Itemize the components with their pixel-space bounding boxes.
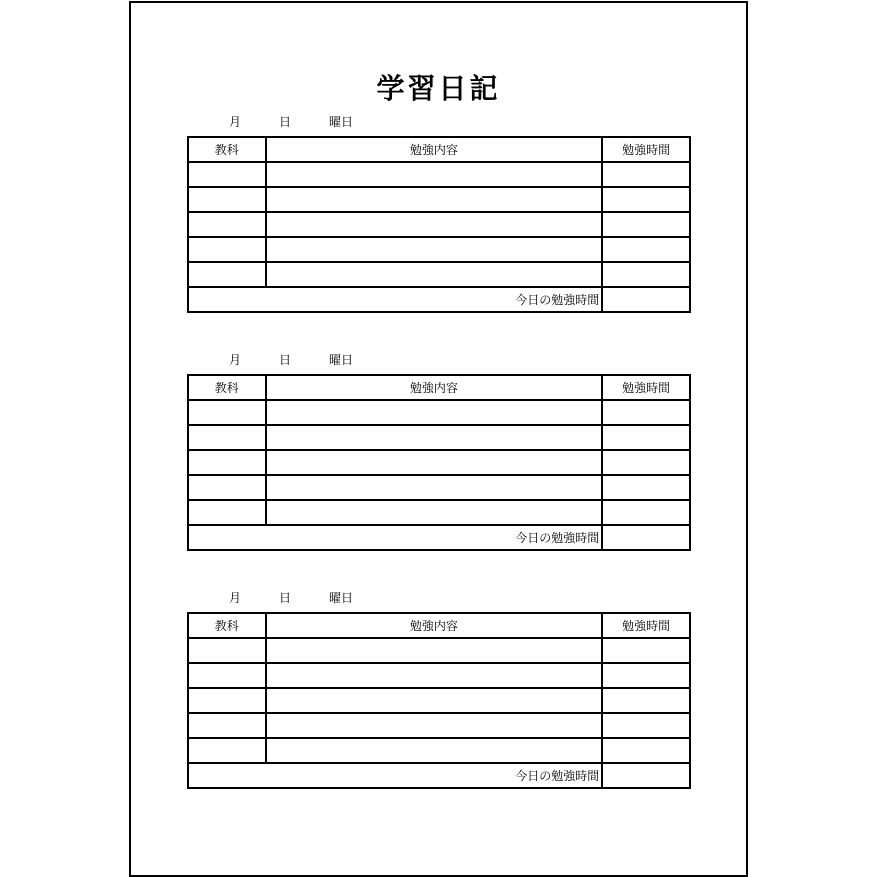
time-cell[interactable] <box>602 688 690 713</box>
table-row <box>188 212 690 237</box>
subject-cell[interactable] <box>188 638 266 663</box>
table-row <box>188 663 690 688</box>
study-table-3 <box>187 612 691 789</box>
day-label: 日 <box>279 591 292 605</box>
study-table-2 <box>187 374 691 551</box>
subject-cell[interactable] <box>188 425 266 450</box>
time-cell[interactable] <box>602 638 690 663</box>
day-label: 日 <box>279 353 292 367</box>
weekday-label: 曜日 <box>329 115 354 129</box>
time-header: 勉強時間 <box>602 375 690 400</box>
time-cell[interactable] <box>602 237 690 262</box>
content-cell[interactable] <box>266 262 603 287</box>
subject-cell[interactable] <box>188 237 266 262</box>
table-row <box>188 688 690 713</box>
table-row <box>188 500 690 525</box>
table-row <box>188 262 690 287</box>
time-cell[interactable] <box>602 738 690 763</box>
content-cell[interactable] <box>266 500 603 525</box>
subject-cell[interactable] <box>188 500 266 525</box>
time-cell[interactable] <box>602 475 690 500</box>
content-cell[interactable] <box>266 663 603 688</box>
total-time-label: 今日の勉強時間 <box>188 287 602 312</box>
content-cell[interactable] <box>266 688 603 713</box>
content-cell[interactable] <box>266 450 603 475</box>
subject-cell[interactable] <box>188 262 266 287</box>
subject-cell[interactable] <box>188 400 266 425</box>
table-row <box>188 187 690 212</box>
time-cell[interactable] <box>602 450 690 475</box>
table-header-row <box>188 137 690 162</box>
total-time-label: 今日の勉強時間 <box>188 763 602 788</box>
total-time-cell[interactable] <box>602 287 690 312</box>
time-header: 勉強時間 <box>602 613 690 638</box>
weekday-label: 曜日 <box>329 591 354 605</box>
table-row <box>188 400 690 425</box>
total-row <box>188 763 690 788</box>
content-cell[interactable] <box>266 638 603 663</box>
month-label: 月 <box>229 591 242 605</box>
table-row <box>188 450 690 475</box>
time-cell[interactable] <box>602 187 690 212</box>
subject-cell[interactable] <box>188 450 266 475</box>
month-label: 月 <box>229 115 242 129</box>
total-time-cell[interactable] <box>602 763 690 788</box>
subject-header: 教科 <box>188 613 266 638</box>
table-header-row <box>188 613 690 638</box>
time-cell[interactable] <box>602 500 690 525</box>
table-row <box>188 475 690 500</box>
subject-cell[interactable] <box>188 713 266 738</box>
content-cell[interactable] <box>266 237 603 262</box>
content-cell[interactable] <box>266 212 603 237</box>
content-header: 勉強内容 <box>266 137 603 162</box>
content-cell[interactable] <box>266 738 603 763</box>
time-cell[interactable] <box>602 425 690 450</box>
total-row <box>188 287 690 312</box>
day-label: 日 <box>279 115 292 129</box>
subject-cell[interactable] <box>188 475 266 500</box>
content-header: 勉強内容 <box>266 375 603 400</box>
table-header-row <box>188 375 690 400</box>
subject-header: 教科 <box>188 375 266 400</box>
table-row <box>188 425 690 450</box>
month-label: 月 <box>229 353 242 367</box>
total-row <box>188 525 690 550</box>
diary-page <box>129 1 748 877</box>
time-cell[interactable] <box>602 162 690 187</box>
time-cell[interactable] <box>602 400 690 425</box>
content-cell[interactable] <box>266 425 603 450</box>
table-row <box>188 713 690 738</box>
subject-cell[interactable] <box>188 187 266 212</box>
time-cell[interactable] <box>602 262 690 287</box>
weekday-label: 曜日 <box>329 353 354 367</box>
time-cell[interactable] <box>602 212 690 237</box>
content-cell[interactable] <box>266 162 603 187</box>
table-row <box>188 237 690 262</box>
page-title: 学習日記 <box>376 72 501 105</box>
content-cell[interactable] <box>266 475 603 500</box>
subject-cell[interactable] <box>188 212 266 237</box>
table-row <box>188 738 690 763</box>
content-cell[interactable] <box>266 187 603 212</box>
content-header: 勉強内容 <box>266 613 603 638</box>
content-cell[interactable] <box>266 713 603 738</box>
time-header: 勉強時間 <box>602 137 690 162</box>
time-cell[interactable] <box>602 713 690 738</box>
table-row <box>188 162 690 187</box>
total-time-label: 今日の勉強時間 <box>188 525 602 550</box>
subject-cell[interactable] <box>188 688 266 713</box>
subject-header: 教科 <box>188 137 266 162</box>
total-time-cell[interactable] <box>602 525 690 550</box>
subject-cell[interactable] <box>188 162 266 187</box>
subject-cell[interactable] <box>188 663 266 688</box>
study-table-1 <box>187 136 691 313</box>
time-cell[interactable] <box>602 663 690 688</box>
content-cell[interactable] <box>266 400 603 425</box>
subject-cell[interactable] <box>188 738 266 763</box>
table-row <box>188 638 690 663</box>
